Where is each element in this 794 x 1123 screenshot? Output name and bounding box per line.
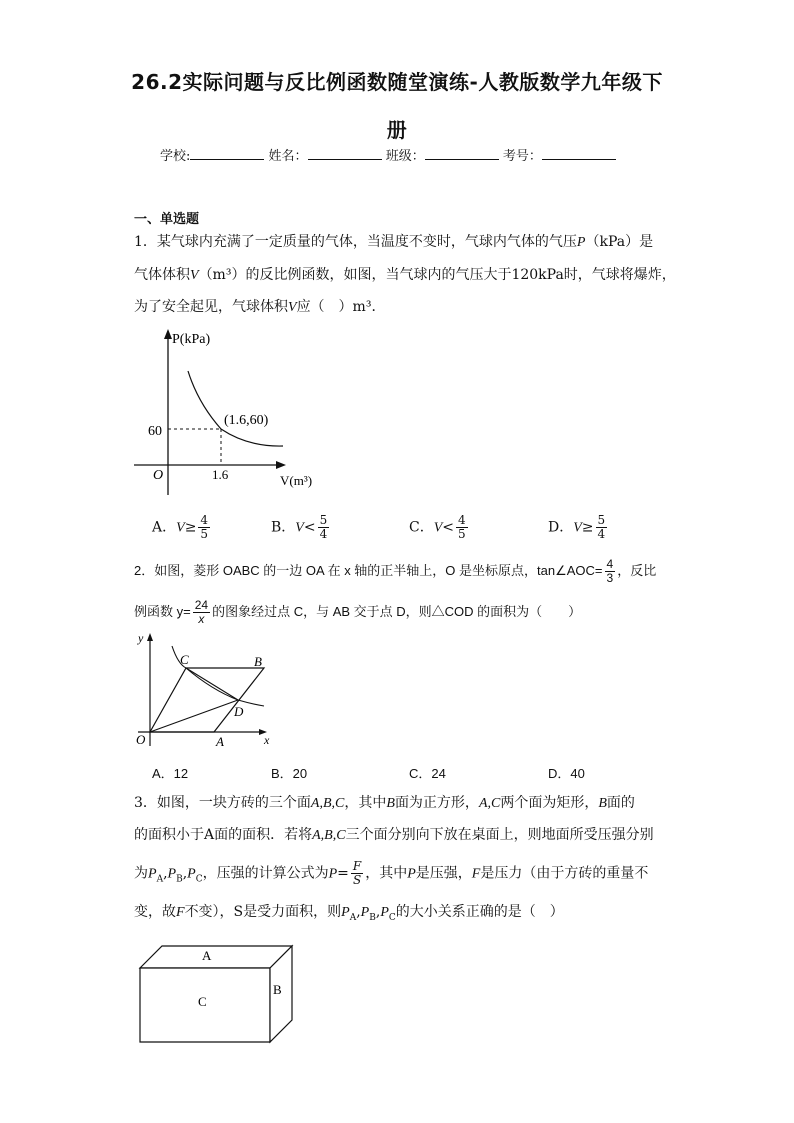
point-b-label: B xyxy=(254,654,262,669)
q3-var: A,B,C xyxy=(310,796,345,811)
fraction-numerator: 5 xyxy=(597,513,606,527)
q2-option-d[interactable] xyxy=(548,763,585,782)
q1-option-c[interactable] xyxy=(409,514,470,541)
fraction-denominator: 3 xyxy=(606,571,614,585)
q3-text: 三个面分别向下放在桌面上，则地面所受压强分别 xyxy=(345,827,654,843)
q3-line4: 变，故F不变），S是受力面积，则$P_A,P_B,P_C$的大小关系正确的是（ ） xyxy=(134,904,564,923)
segment-cd xyxy=(186,668,238,700)
q1-unit: （kPa）是 xyxy=(585,234,654,250)
fraction-denominator: 5 xyxy=(458,527,466,541)
q2-option-a[interactable] xyxy=(152,763,188,782)
q3-brick-figure xyxy=(134,938,299,1048)
q1-v-var: V xyxy=(288,300,297,315)
q3-text: ，其中 xyxy=(344,795,387,811)
q3-line2 xyxy=(134,825,654,846)
rhombus-oabc xyxy=(150,668,264,732)
hyperbola-curve xyxy=(188,371,283,446)
fraction-denominator: 4 xyxy=(597,527,606,541)
function-fraction xyxy=(193,599,210,626)
point-a-label: A xyxy=(216,734,224,749)
q1-text: 1．某气球内充满了一定质量的气体，当温度不变时，气球内气体的气压 xyxy=(134,234,577,250)
x-tick-label: 1.6 xyxy=(212,467,229,482)
fraction-denominator: 4 xyxy=(319,527,328,541)
fraction-numerator: F xyxy=(352,859,362,873)
q3-text: 两个面为矩形， xyxy=(500,795,599,811)
number-label: 考号： xyxy=(502,149,542,164)
q2-line1 xyxy=(134,558,656,585)
sub-a: A xyxy=(156,874,164,885)
option-var: V xyxy=(433,520,443,536)
y-tick-label: 60 xyxy=(148,424,162,439)
option-relation: < xyxy=(442,519,455,536)
face-a-top xyxy=(140,946,292,968)
fraction-denominator: x xyxy=(198,612,205,626)
point-d-label: D xyxy=(234,704,244,719)
p-var: P xyxy=(380,905,389,920)
x-label: x xyxy=(264,733,270,747)
x-axis-arrow xyxy=(276,461,286,469)
q3-var: A,B,C xyxy=(312,828,346,843)
student-info-line xyxy=(160,145,616,164)
point-c-label: C xyxy=(180,652,189,667)
option-label: A． xyxy=(152,766,174,781)
q1-p-var: P xyxy=(576,235,586,250)
q3-text: 不变），S是受力面积，则 xyxy=(184,904,342,920)
option-label: C． xyxy=(409,519,434,536)
q3-var: A,C xyxy=(478,796,501,811)
tan-fraction xyxy=(605,558,616,585)
p-var: P xyxy=(167,866,177,882)
name-label: 姓名： xyxy=(268,149,308,164)
p-var: P xyxy=(187,866,196,882)
option-value: 12 xyxy=(173,766,189,781)
fraction-numerator: 5 xyxy=(319,513,328,527)
q3-text: 3．如图，一块方砖的三个面 xyxy=(134,795,311,811)
origin-label: O xyxy=(153,468,164,483)
q3-text: 变，故 xyxy=(134,904,176,920)
page-title: 26.2实际问题与反比例函数随堂演练-人教版数学九年级下 xyxy=(131,70,663,94)
class-label: 班级： xyxy=(385,149,425,164)
q3-text: ，压强的计算公式为 xyxy=(202,865,329,882)
q1-option-b[interactable] xyxy=(271,514,331,541)
q3-line3: 为$P_A,P_B,P_C$，压强的计算公式为P= $\frac{F}{S}$ ，其中P是压强，F是压力（由于方砖的重量不 xyxy=(134,859,649,887)
fraction-denominator: 5 xyxy=(200,527,209,541)
face-b-label: B xyxy=(273,982,282,997)
face-a-label: A xyxy=(202,948,212,963)
option-relation: ≥ xyxy=(184,519,197,536)
q3-text: 面为正方形， xyxy=(394,795,479,811)
q3-text: 是压强， xyxy=(415,865,472,882)
fraction-numerator: 4 xyxy=(458,513,466,527)
formula-lhs: P xyxy=(328,866,338,882)
q2-option-b[interactable] xyxy=(271,763,307,782)
option-label: B． xyxy=(271,519,296,536)
option-label: A． xyxy=(152,519,177,536)
y-axis-label: P(kPa) xyxy=(172,332,211,347)
class-blank xyxy=(425,147,499,160)
q1-line2 xyxy=(134,265,676,286)
q3-text: ，其中 xyxy=(365,865,408,882)
p-var: P xyxy=(341,905,350,920)
q1-text: 为了安全起见，气球体积 xyxy=(134,299,288,315)
q3-var: B xyxy=(386,796,395,811)
q2-text: ，反比 xyxy=(617,562,657,578)
name-blank xyxy=(308,147,382,160)
point-o-label: O xyxy=(136,732,146,747)
y-axis-arrow xyxy=(147,633,153,641)
sub-b: B xyxy=(176,874,183,885)
q3-text: 面的面积．若将 xyxy=(214,827,313,843)
option-value: 20 xyxy=(292,766,308,781)
q3-text: 为 xyxy=(134,865,148,882)
q1-option-d[interactable] xyxy=(548,514,609,541)
option-label: B． xyxy=(271,766,293,781)
option-value: 40 xyxy=(570,766,585,781)
option-relation: < xyxy=(303,519,316,536)
q3-var: B xyxy=(598,796,607,811)
q3-var: A xyxy=(204,827,215,843)
option-fraction xyxy=(596,514,608,541)
q1-line1 xyxy=(134,232,653,253)
fraction-denominator: S xyxy=(352,873,362,887)
q3-text: 面的 xyxy=(606,795,635,811)
q1-text: 应（ ）m³． xyxy=(296,299,386,315)
q1-v-var: V xyxy=(190,268,199,283)
q2-graph xyxy=(130,628,280,753)
point-label: (1.6,60) xyxy=(224,413,269,428)
f-var: F xyxy=(471,866,481,882)
school-blank xyxy=(190,147,264,160)
q3-text: 的面积小于 xyxy=(134,827,204,843)
p-var: P xyxy=(407,866,416,882)
y-label: y xyxy=(138,631,144,645)
option-fraction xyxy=(456,514,468,541)
q2-line2 xyxy=(134,599,581,626)
y-axis-arrow xyxy=(164,329,172,339)
q1-line3 xyxy=(134,297,385,318)
q3-text: 的大小关系正确的是（ ） xyxy=(395,904,564,920)
p-var: P xyxy=(148,866,157,882)
section-heading: 一、单选题 xyxy=(134,212,200,227)
q1-text: （m³）的反比例函数，如图，当气球内的气压大于120kPa时，气球将爆炸， xyxy=(198,267,676,283)
q1-graph xyxy=(128,325,328,500)
x-axis-label: V(m³) xyxy=(280,473,313,488)
fraction-numerator: 24 xyxy=(194,598,209,612)
fraction-numerator: 4 xyxy=(200,513,209,527)
sub-c: C xyxy=(388,912,396,923)
f-var: F xyxy=(176,905,185,920)
q2-text: 的图象经过点 C，与 AB 交于点 D，则△COD 的面积为（ ） xyxy=(212,603,582,619)
face-c-label: C xyxy=(198,994,207,1009)
pressure-formula xyxy=(351,860,363,887)
q1-option-a[interactable] xyxy=(152,514,212,541)
q2-text: 例函数 y= xyxy=(134,603,191,619)
segment-od xyxy=(150,700,238,732)
option-label: D． xyxy=(548,519,574,536)
q3-line1 xyxy=(134,793,635,814)
option-label: D． xyxy=(548,766,571,781)
school-label: 学校: xyxy=(160,149,191,164)
option-relation: ≥ xyxy=(581,519,594,536)
sub-c: C xyxy=(195,874,203,885)
option-value: 24 xyxy=(431,766,446,781)
option-label: C． xyxy=(409,766,432,781)
page-title-cont: 册 xyxy=(386,118,408,142)
option-var: V xyxy=(295,520,304,536)
q2-text: 2．如图，菱形 OABC 的一边 OA 在 x 轴的正半轴上，O 是坐标原点，tan∠AOC= xyxy=(134,562,603,578)
number-blank xyxy=(542,147,616,160)
p-var: P xyxy=(360,905,370,920)
sub-a: A xyxy=(349,912,357,923)
option-fraction xyxy=(198,514,210,541)
q2-option-c[interactable] xyxy=(409,763,446,782)
option-var: V xyxy=(573,520,582,536)
option-var: V xyxy=(176,520,185,536)
sub-b: B xyxy=(369,912,376,923)
q3-text: 是压力（由于方砖的重量不 xyxy=(480,865,649,882)
q1-text: 气体体积 xyxy=(134,267,190,283)
fraction-numerator: 4 xyxy=(606,557,614,571)
option-fraction xyxy=(318,514,330,541)
